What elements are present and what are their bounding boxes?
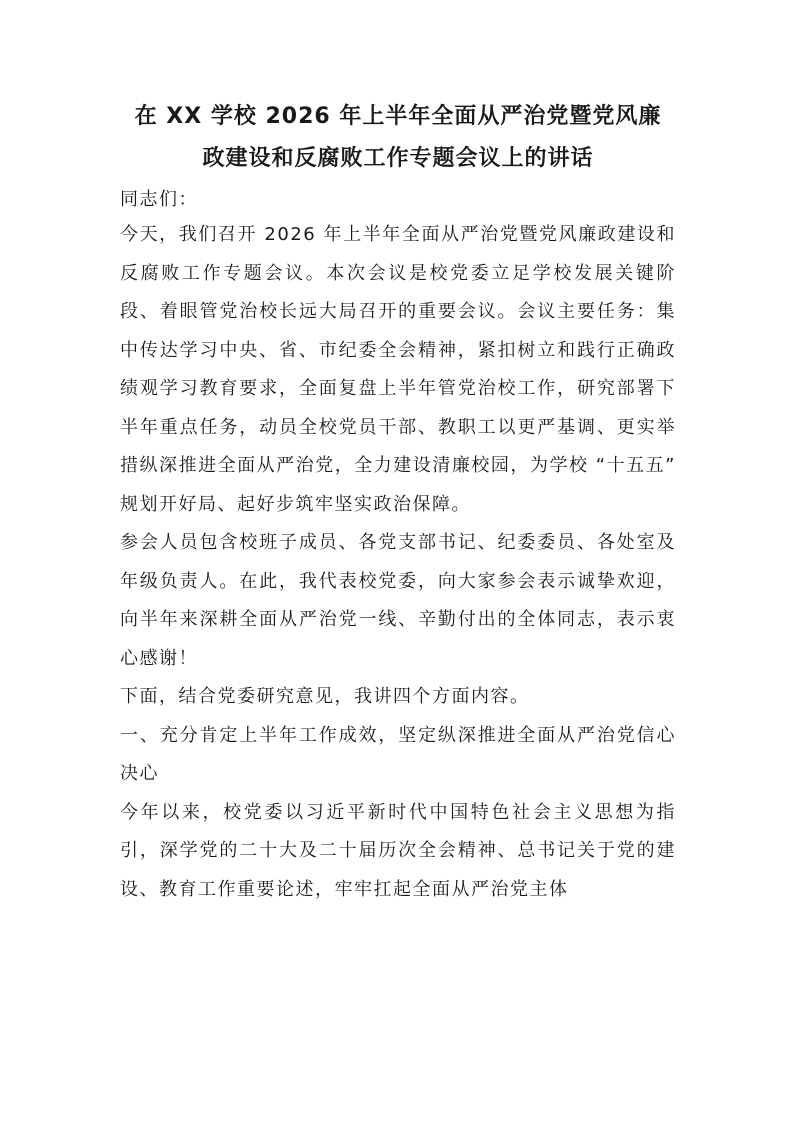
paragraph-outline: 下面，结合党委研究意见，我讲四个方面内容。 — [120, 686, 530, 707]
paragraph-section-1: 今年以来，校党委以习近平新时代中国特色社会主义思想为指引，深学党的二十大及二十届历次全会精神、总书记关于党的建设、教育工作重要论述，牢牢扛起全面从严治党主体 — [120, 801, 676, 900]
title-line-2: 政建设和反腐败工作专题会议上的讲话 — [202, 146, 594, 171]
speech-title — [120, 96, 676, 180]
section-heading-1: 一、充分肯定上半年工作成效，坚定纵深推进全面从严治党信心决心 — [120, 724, 676, 784]
salutation: 同志们： — [120, 189, 198, 210]
title-line-1: 在 XX 学校 2026 年上半年全面从严治党暨党风廉 — [134, 104, 662, 129]
speech-body — [120, 184, 676, 909]
paragraph-attendees: 参会人员包含校班子成员、各党支部书记、纪委委员、各处室及年级负责人。在此，我代表校党委，向大家参会表示诚挚欢迎，向半年来深耕全面从严治党一线、辛勤付出的全体同志，表示衷心感谢！ — [120, 532, 676, 669]
paragraph-opening: 今天，我们召开 2026 年上半年全面从严治党暨党风廉政建设和反腐败工作专题会议。本次会议是校党委立足学校发展关键阶段、着眼管党治校长远大局召开的重要会议。会议主要任务：集中传达学习中央、省、市纪委全会精神，紧扣树立和践行正确政绩观学习教育要求，全面复盘上半年管党治校工作，研究部署下半年重点任务，动员全校党员干部、教职工以更严基调、更实举措纵深推进全面从严治党，全力建设清廉校园，为学校 “十五五” 规划开好局、起好步筑牢坚实政治保障。 — [120, 224, 676, 515]
